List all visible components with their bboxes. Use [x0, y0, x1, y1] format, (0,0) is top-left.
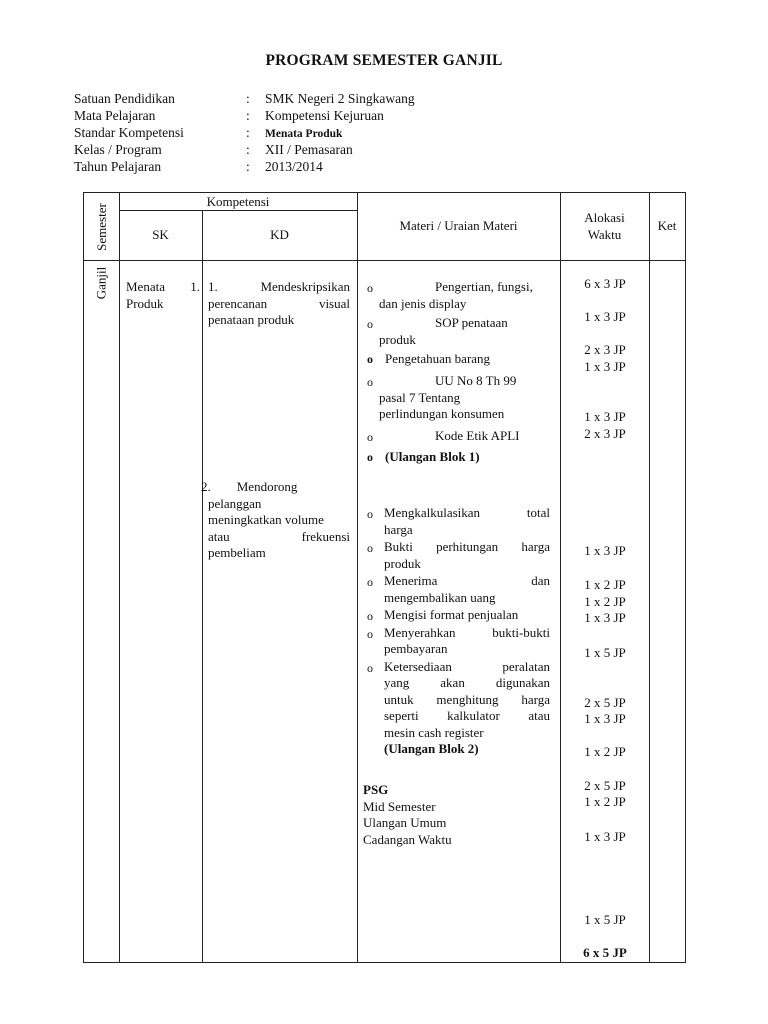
table-divider — [357, 193, 358, 962]
alokasi-value: 6 x 3 JP — [584, 276, 626, 291]
header-ket: Ket — [657, 218, 677, 233]
info-label-kelas: Kelas / Program — [74, 142, 162, 157]
page-title: PROGRAM SEMESTER GANJIL — [265, 52, 503, 69]
psg-label: PSG — [363, 782, 389, 797]
info-value-mapel: Kompetensi Kejuruan — [265, 108, 384, 123]
kd-text: Mendeskripsikan — [260, 279, 350, 294]
cadangan-waktu-label: Cadangan Waktu — [363, 831, 452, 847]
bullet: o — [367, 375, 373, 389]
info-value-kelas: XII / Pemasaran — [265, 142, 353, 157]
materi-text: Menerima dan — [384, 573, 550, 588]
semester-value-cell — [84, 263, 119, 303]
info-label-satuan: Satuan Pendidikan — [74, 91, 175, 106]
list-item — [367, 315, 553, 351]
materi-text: pasal 7 Tentang — [379, 389, 461, 405]
info-label-tahun: Tahun Pelajaran — [74, 159, 162, 174]
alokasi-value: 1 x 2 JP — [584, 744, 626, 759]
alokasi-value: 1 x 3 JP — [584, 610, 626, 625]
list-item — [367, 351, 553, 373]
alokasi-value: 1 x 2 JP — [584, 594, 626, 609]
info-value-tahun: 2013/2014 — [265, 159, 323, 174]
mid-semester-label: Mid Semester — [363, 798, 436, 814]
info-label-sk: Standar Kompetensi — [74, 125, 184, 140]
header-semester: Semester — [93, 202, 109, 251]
alokasi-value: 1 x 2 JP — [584, 577, 626, 592]
kd-text: meningkatkan volume — [208, 512, 324, 527]
bullet: o — [367, 450, 373, 464]
info-colon: : — [246, 159, 250, 174]
materi-text: yang akan digunakan — [384, 675, 550, 690]
materi-text: dan jenis display — [379, 295, 467, 311]
header-materi: Materi / Uraian Materi — [399, 218, 518, 233]
alokasi-value: 1 x 5 JP — [584, 912, 626, 927]
alokasi-value: 1 x 3 JP — [584, 711, 626, 726]
bullet: o — [367, 660, 373, 675]
table-divider — [119, 193, 120, 962]
materi-text: produk — [379, 331, 416, 347]
list-item — [367, 659, 550, 742]
alokasi-value: 1 x 3 JP — [584, 543, 626, 558]
materi-block-2 — [367, 505, 550, 758]
list-item — [367, 573, 550, 606]
list-item — [367, 625, 550, 658]
alokasi-value: 1 x 5 JP — [584, 645, 626, 660]
semester-value: Ganjil — [93, 266, 109, 300]
table-divider — [202, 210, 203, 962]
info-colon: : — [246, 108, 250, 123]
materi-text: Kode Etik APLI — [435, 428, 520, 443]
alokasi-value: 1 x 2 JP — [584, 794, 626, 809]
ulangan-umum-label: Ulangan Umum — [363, 815, 447, 830]
materi-text: seperti kalkulator atau — [384, 708, 550, 723]
materi-text: Pengertian, fungsi, — [435, 279, 533, 294]
sk-line1: Menata — [126, 279, 165, 294]
info-value-sk: Menata Produk — [265, 128, 343, 140]
list-item — [367, 373, 553, 428]
alokasi-value: 2 x 3 JP — [584, 426, 626, 441]
list-item — [367, 607, 550, 624]
bullet: o — [367, 281, 373, 295]
materi-text: Mengkalkulasikan total — [384, 505, 550, 520]
kd-text: pembeliam — [208, 545, 266, 560]
bullet: o — [367, 626, 373, 641]
materi-text: SOP penataan — [435, 315, 508, 330]
list-item — [367, 279, 553, 315]
header-alokasi: Alokasi Waktu — [584, 210, 625, 242]
materi-text: mesin cash register — [384, 724, 484, 740]
kd-text: Mendorong — [236, 479, 298, 494]
info-colon: : — [246, 91, 250, 106]
materi-text: Ketersediaan peralatan — [384, 658, 550, 674]
materi-text: Menyerahkan bukti-bukti — [384, 624, 550, 640]
materi-text: UU No 8 Th 99 — [435, 373, 517, 388]
kd-number: 1. — [208, 279, 218, 294]
bullet: o — [367, 317, 373, 331]
materi-text: Bukti perhitungan harga — [384, 539, 550, 554]
list-item — [367, 428, 553, 449]
alokasi-value: 1 x 3 JP — [584, 309, 626, 324]
info-colon: : — [246, 142, 250, 157]
header-sk: SK — [152, 227, 169, 242]
bullet: o — [367, 430, 373, 444]
alokasi-total: 6 x 5 JP — [583, 945, 627, 960]
info-value-satuan: SMK Negeri 2 Singkawang — [265, 91, 415, 106]
sk-text — [126, 279, 200, 312]
sk-num: 1. — [190, 279, 200, 294]
header-kompetensi: Kompetensi — [206, 194, 270, 209]
kd-item-2 — [201, 479, 350, 562]
alokasi-value: 1 x 3 JP — [584, 829, 626, 844]
program-table — [83, 192, 686, 963]
materi-block-1 — [367, 279, 553, 467]
header-kd: KD — [270, 227, 289, 242]
kd-number: 2. — [201, 479, 211, 494]
alokasi-value: 2 x 5 JP — [584, 778, 626, 793]
list-item — [367, 539, 550, 572]
materi-text: harga — [384, 521, 413, 537]
kd-text: penataan produk — [208, 312, 295, 327]
kd-text: atau frekuensi — [208, 528, 350, 544]
ulangan-blok-1: (Ulangan Blok 1) — [385, 449, 480, 464]
table-divider — [560, 193, 561, 962]
materi-text: produk — [384, 555, 421, 571]
ulangan-blok-2: (Ulangan Blok 2) — [384, 741, 479, 756]
alokasi-value: 2 x 3 JP — [584, 342, 626, 357]
bullet: o — [367, 352, 373, 366]
info-colon: : — [246, 125, 250, 140]
materi-text: untuk menghitung harga — [384, 691, 550, 707]
alokasi-value: 1 x 3 JP — [584, 409, 626, 424]
materi-text: Pengetahuan barang — [385, 351, 491, 366]
header-semester-cell — [84, 193, 119, 260]
kd-text: pelanggan — [208, 495, 262, 511]
list-item — [367, 449, 553, 467]
table-divider — [649, 193, 650, 962]
table-divider — [84, 260, 685, 261]
materi-text: perlindungan konsumen — [379, 406, 505, 421]
alokasi-value: 1 x 3 JP — [584, 359, 626, 374]
bullet: o — [367, 575, 373, 589]
bullet: o — [367, 541, 373, 555]
sk-line2: Produk — [126, 295, 164, 311]
kd-text: perencanan visual — [208, 295, 350, 311]
alokasi-value: 2 x 5 JP — [584, 695, 626, 710]
materi-text: Mengisi format penjualan — [384, 607, 519, 622]
materi-text: mengembalikan uang — [384, 589, 496, 605]
bullet: o — [367, 507, 373, 521]
info-label-mapel: Mata Pelajaran — [74, 108, 156, 123]
kd-item-1 — [208, 279, 350, 329]
materi-text: pembayaran — [384, 641, 448, 656]
list-item — [367, 505, 550, 538]
bullet: o — [367, 609, 373, 623]
extra-items — [363, 782, 553, 848]
